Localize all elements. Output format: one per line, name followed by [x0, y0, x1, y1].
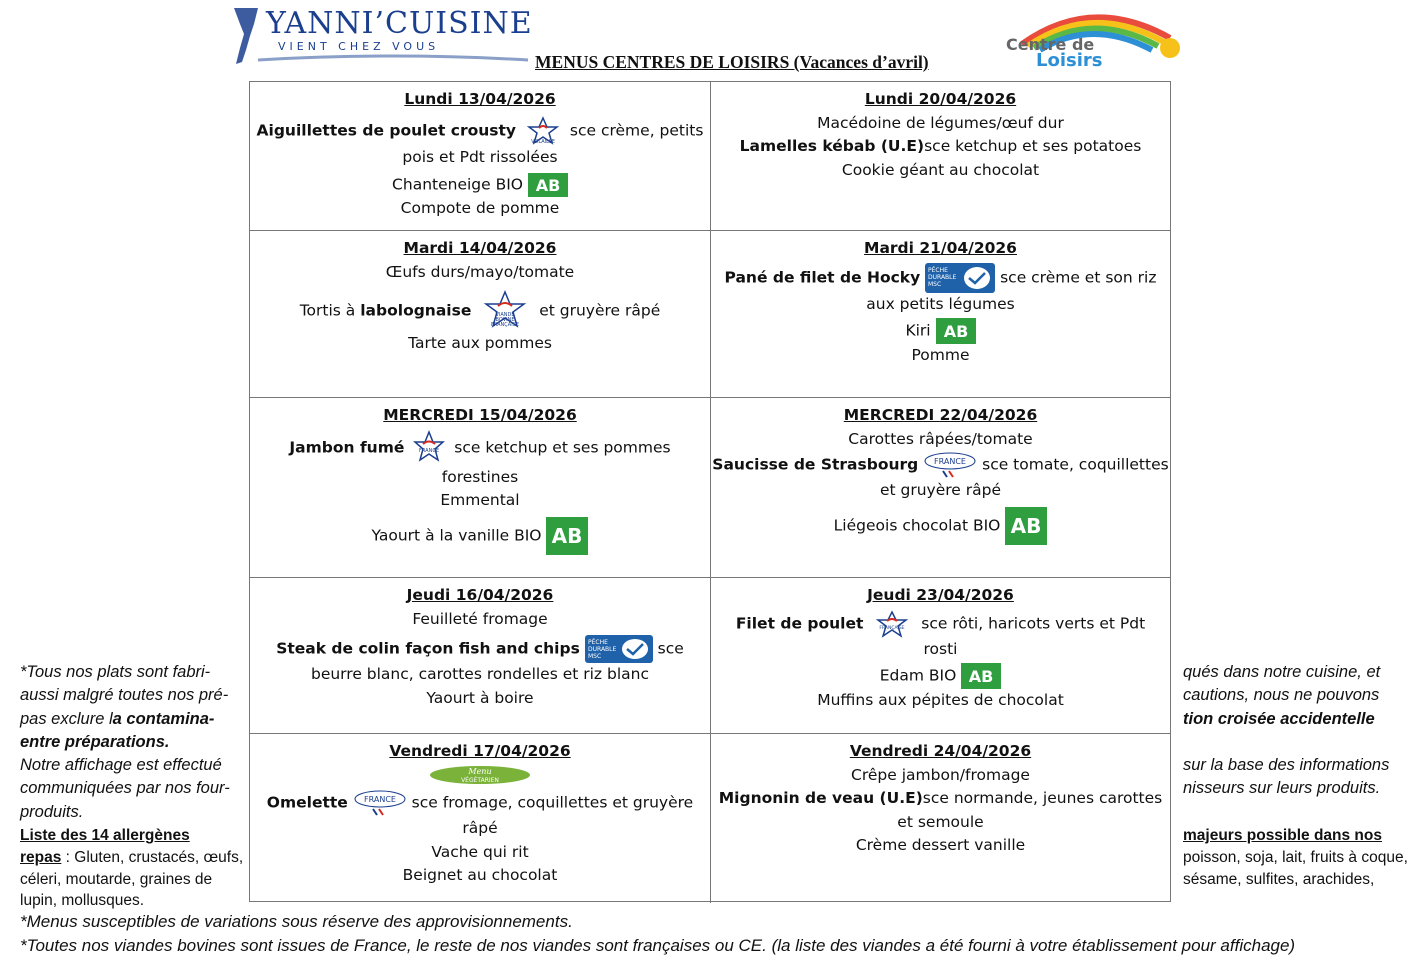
main-dish: Filet de poulet — [735, 614, 864, 632]
svg-text:FRANÇAISE: FRANÇAISE — [491, 322, 520, 328]
menu-cell-mardi-21 — [711, 231, 1170, 398]
menu-cell-vendredi-17 — [250, 734, 711, 903]
ab-organic-label-icon — [1005, 507, 1047, 545]
dish-sauce: sce fromage, coquillettes et gruyère — [411, 793, 694, 812]
day-title: Vendredi 24/04/2026 — [849, 742, 1032, 760]
main-dish-prefix: Tortis à — [299, 301, 361, 320]
note-line-bold: entre préparations. — [20, 732, 170, 751]
note-line-bold: tion croisée accidentelle — [1183, 709, 1375, 728]
allergen-list: : Gluten, crustacés, œufs, — [61, 849, 244, 867]
side-dish: rosti — [923, 639, 958, 658]
viande-bovine-francaise-label-icon — [476, 290, 534, 332]
dessert: Yaourt à la vanille BIO — [371, 526, 542, 544]
svg-text:DURABLE: DURABLE — [928, 273, 957, 281]
allergen-list-heading: repas — [20, 849, 62, 867]
dessert: Beignet au chocolat — [402, 866, 558, 884]
svg-text:AB: AB — [535, 176, 561, 195]
menu-cell-lundi-20 — [711, 82, 1170, 231]
svg-text:Menu: Menu — [468, 767, 492, 776]
msc-peche-durable-label-icon — [585, 635, 653, 663]
brand-name: YANNI’CUISINE — [266, 6, 533, 41]
svg-text:VÉGÉTARIEN: VÉGÉTARIEN — [461, 777, 499, 784]
dish-sauce: sce ketchup et ses potatoes — [924, 137, 1142, 155]
svg-text:VIANDE: VIANDE — [495, 312, 515, 318]
cdl-line1: Centre de — [1006, 35, 1095, 54]
allergen-list-heading: majeurs possible dans nos — [1183, 827, 1382, 845]
day-title: Jeudi 23/04/2026 — [867, 586, 1014, 604]
main-dish: Lamelles kébab (U.E) — [739, 137, 925, 155]
side-dish: et semoule — [897, 812, 984, 831]
svg-text:DURABLE: DURABLE — [587, 646, 617, 653]
dish-sauce: sce tomate, coquillettes — [982, 455, 1169, 474]
side-dish: râpé — [462, 819, 498, 837]
ab-organic-label-icon — [546, 517, 588, 555]
starter: Macédoine de légumes/œuf dur — [817, 113, 1064, 132]
menu-cell-vendredi-24 — [711, 734, 1170, 903]
menu-cell-mercredi-15 — [250, 398, 711, 578]
main-dish: labolognaise — [360, 301, 472, 320]
dish-sauce: sce ketchup et ses pommes — [454, 438, 671, 456]
day-title: Mardi 21/04/2026 — [864, 239, 1017, 257]
side-dish: pois et Pdt rissolées — [402, 147, 558, 166]
note-line: communiquées par nos four- — [20, 779, 230, 798]
menu-cell-mercredi-22 — [711, 398, 1170, 578]
france-label-icon — [923, 451, 977, 479]
day-title: Mardi 14/04/2026 — [403, 239, 557, 257]
volaille-francaise-label-icon — [521, 116, 565, 146]
main-dish: Mignonin de veau (U.E) — [718, 789, 923, 807]
dessert: Crème dessert vanille — [855, 836, 1026, 854]
svg-text:MSC: MSC — [587, 653, 601, 660]
cheese: Emmental — [440, 491, 520, 509]
dish-sauce: sce crème, petits — [569, 121, 704, 139]
cheese: Chanteneige BIO — [392, 175, 524, 194]
centre-de-loisirs-logo — [1002, 4, 1188, 71]
svg-text:FRANCE: FRANCE — [419, 447, 440, 454]
note-line: pas exclure l — [20, 709, 113, 728]
footer-notes — [20, 910, 1295, 957]
main-dish: Aiguillettes de poulet crousty — [256, 121, 517, 139]
cheese: Kiri — [905, 321, 931, 340]
main-dish: Omelette — [266, 793, 348, 812]
cdl-line2: Loisirs — [1036, 50, 1103, 71]
menu-vegetarien-label-icon — [428, 764, 532, 786]
day-title: Jeudi 16/04/2026 — [406, 586, 554, 604]
volaille-francaise-label-icon — [868, 610, 916, 638]
svg-text:AB: AB — [1010, 513, 1042, 538]
ab-organic-label-icon — [528, 173, 568, 197]
brand-swoosh-icon — [258, 54, 528, 64]
svg-text:PÊCHE: PÊCHE — [928, 266, 949, 274]
yanni-cuisine-logo — [228, 4, 533, 66]
cheese: Edam BIO — [879, 666, 957, 685]
dessert: Cookie géant au chocolat — [841, 160, 1040, 179]
main-dish: Jambon fumé — [289, 438, 405, 456]
dessert: Muffins aux pépites de chocolat — [817, 691, 1064, 709]
svg-text:MSC: MSC — [928, 280, 942, 288]
svg-text:PÊCHE: PÊCHE — [587, 639, 608, 646]
note-line: cautions, nous ne pouvons — [1183, 686, 1380, 705]
allergen-notice-left — [20, 661, 246, 912]
menu-table — [249, 81, 1171, 902]
dish-sauce: sce — [657, 639, 684, 658]
dessert: Yaourt à boire — [426, 688, 534, 707]
dessert: Tarte aux pommes — [408, 334, 552, 352]
cheese: Vache qui rit — [431, 842, 529, 861]
day-title: MERCREDI 22/04/2026 — [843, 406, 1038, 424]
starter: Carottes râpées/tomate — [848, 429, 1033, 448]
main-dish: Steak de colin façon fish and chips — [276, 639, 580, 658]
dish-sauce: sce rôti, haricots verts et Pdt — [921, 614, 1146, 632]
day-title: MERCREDI 15/04/2026 — [383, 406, 577, 424]
side-dish: et gruyère râpé — [879, 481, 1002, 499]
svg-text:VOLAILLE: VOLAILLE — [531, 138, 555, 145]
side-dish: forestines — [441, 467, 519, 486]
allergen-list: lupin, mollusques. — [20, 892, 145, 910]
svg-text:FRANCE: FRANCE — [934, 457, 967, 466]
msc-peche-durable-label-icon — [925, 263, 995, 293]
note-line: aussi malgré toutes nos pré- — [20, 686, 229, 705]
menu-cell-mardi-14 — [250, 231, 711, 398]
starter: Crêpe jambon/fromage — [851, 765, 1030, 784]
france-label-icon — [353, 789, 407, 817]
rainbow-icon — [1002, 4, 1188, 71]
allergen-notice-right — [1183, 661, 1408, 890]
dish-sauce: sce normande, jeunes carottes — [922, 789, 1163, 807]
dish-sauce: sce crème et son riz — [1000, 268, 1157, 286]
note-line: qués dans notre cuisine, et — [1183, 663, 1381, 681]
page-title: MENUS CENTRES DE LOISIRS (Vacances d’avril) — [535, 52, 929, 72]
ab-organic-label-icon — [961, 663, 1001, 689]
starter: Feuilleté fromage — [412, 609, 548, 628]
footer-line: *Menus susceptibles de variations sous réserve des approvisionnements. — [20, 912, 573, 931]
dessert: Compote de pomme — [400, 199, 560, 217]
dessert: Liégeois chocolat BIO — [833, 516, 1001, 534]
allergen-list-heading: Liste des 14 allergènes — [20, 827, 190, 845]
svg-text:BOVINE: BOVINE — [495, 317, 515, 323]
dish-sauce: et gruyère râpé — [539, 301, 661, 320]
brand-tagline: VIENT CHEZ VOUS — [278, 40, 440, 53]
footer-line: *Toutes nos viandes bovines sont issues de France, le reste de nos viandes sont françaises ou CE. (la liste des viandes a été fourni à votre établissement pour affichage) — [20, 935, 1296, 955]
menu-cell-jeudi-23 — [711, 578, 1170, 734]
main-dish: Saucisse de Strasbourg — [712, 455, 919, 474]
svg-text:FRANÇAISE: FRANÇAISE — [879, 625, 905, 631]
side-dish: aux petits légumes — [866, 294, 1015, 313]
note-line-bold: a contamina- — [112, 709, 215, 728]
svg-text:AB: AB — [968, 667, 994, 686]
note-line: nisseurs sur leurs produits. — [1183, 779, 1381, 798]
day-title: Lundi 20/04/2026 — [864, 90, 1017, 108]
svg-text:AB: AB — [943, 322, 968, 341]
allergen-list: poisson, soja, lait, fruits à coque, — [1183, 849, 1408, 867]
note-line: sur la base des informations — [1183, 756, 1390, 775]
dessert: Pomme — [911, 346, 970, 364]
day-title: Vendredi 17/04/2026 — [389, 742, 571, 760]
note-line: Notre affichage est effectué — [20, 756, 222, 775]
menu-cell-lundi-13 — [250, 82, 711, 231]
starter: Œufs durs/mayo/tomate — [385, 262, 575, 281]
note-line: produits. — [20, 802, 84, 821]
svg-text:AB: AB — [552, 523, 583, 548]
svg-text:FRANCE: FRANCE — [363, 795, 396, 804]
ab-organic-label-icon — [936, 318, 976, 344]
main-dish: Pané de filet de Hocky — [724, 268, 921, 286]
allergen-list: céleri, moutarde, graines de — [20, 870, 213, 888]
allergen-list: sésame, sulfites, arachides, — [1183, 870, 1375, 888]
menu-cell-jeudi-16 — [250, 578, 711, 734]
le-porc-francais-label-icon — [409, 430, 449, 466]
side-dish: beurre blanc, carottes rondelles et riz blanc — [310, 665, 649, 683]
note-line: *Tous nos plats sont fabri- — [20, 663, 211, 681]
day-title: Lundi 13/04/2026 — [404, 90, 556, 108]
